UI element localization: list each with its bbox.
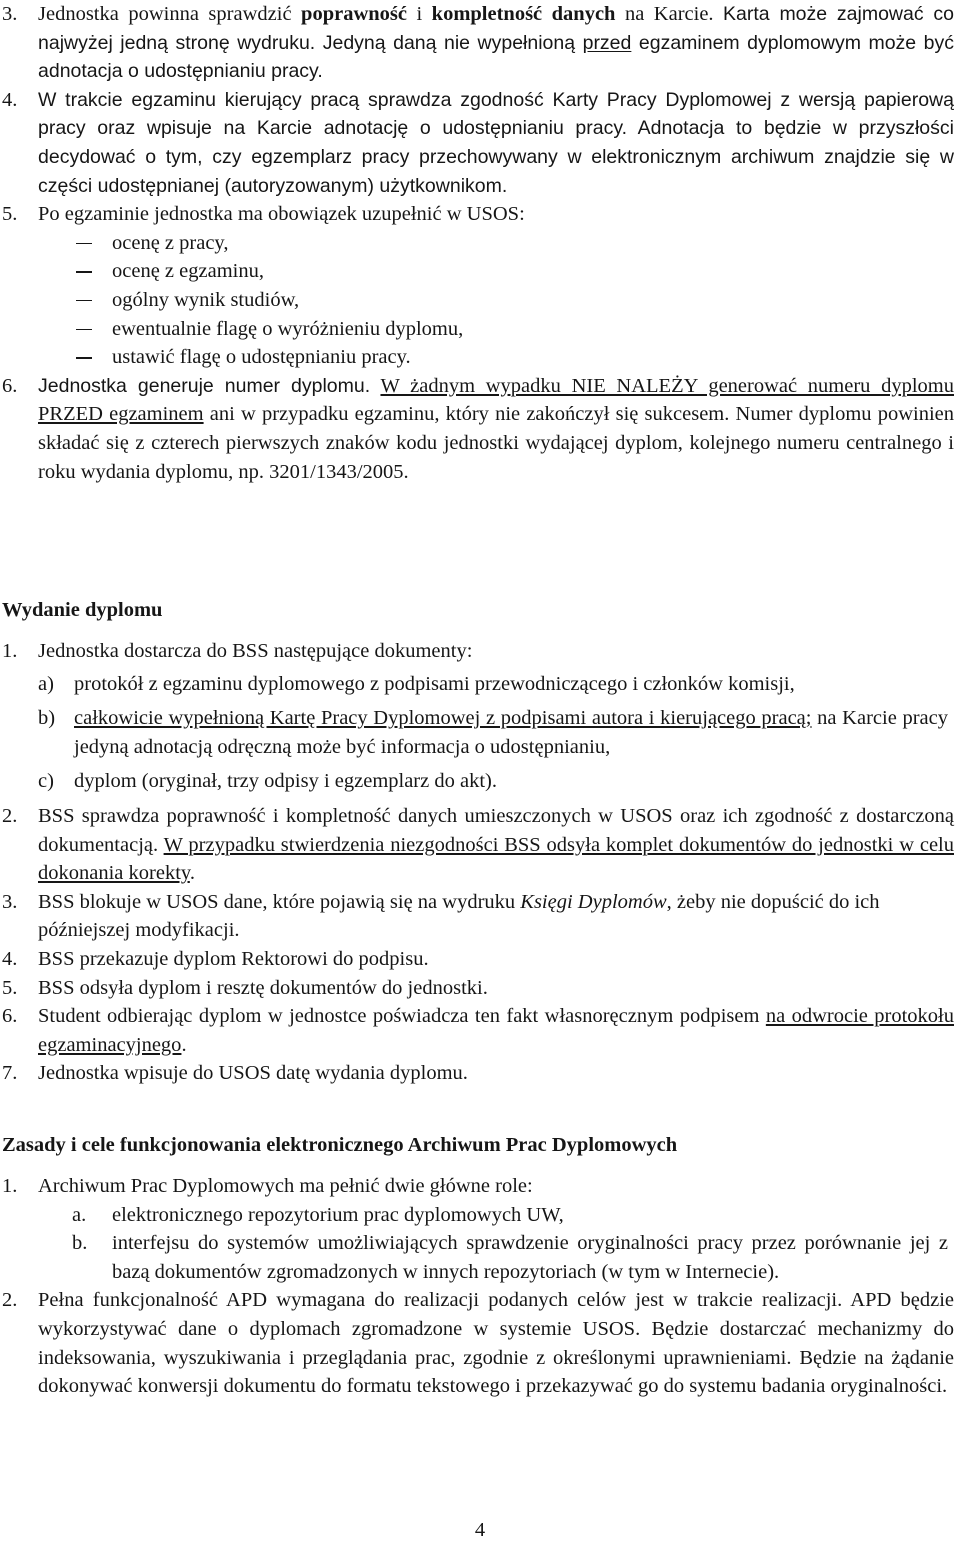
list-item-5: 5. Po egzaminie jednostka ma obowiązek uzupełnić w USOS: [0, 200, 960, 229]
sub-item-a: a. elektronicznego repozytorium prac dyplomowych UW, [72, 1203, 564, 1226]
list-item-2: 2. BSS sprawdza poprawność i kompletność danych umieszczonych w USOS oraz ich zgodność z dostarczoną dokumentacją. W przypadku stwierdzenia niezgodności BSS odsyła komplet dokumentów do jednostki w celu dokonania korekty. [0, 802, 960, 888]
item-number: 1. [2, 1175, 18, 1197]
item-number: 4. [2, 88, 18, 111]
item-number: 6. [2, 374, 18, 397]
item-number: 6. [2, 1005, 18, 1028]
item-number: 7. [2, 1062, 18, 1085]
sub-item-b: b) całkowicie wypełnioną Kartę Pracy Dyplomowej z podpisami autora i kierującego pracą; na Karcie pracy jedyną adnotacją odręczną może być informacja o udostępnianiu, [38, 707, 948, 758]
list-item-3: 3. BSS blokuje w USOS dane, które pojawią się na wydruku Księgi Dyplomów, żeby nie dopuścić do ich późniejszej modyfikacji. [0, 888, 960, 945]
sub-item-b: b. interfejsu do systemów umożliwiających sprawdzenie oryginalności pracy przez porównanie jej z bazą dokumentów zgromadzonych w innych repozytoriach (w tym w Internecie). [72, 1232, 948, 1283]
item-number: 2. [2, 1289, 18, 1312]
list-item-4: 4. BSS przekazuje dyplom Rektorowi do podpisu. [0, 945, 960, 974]
item-number: 5. [2, 203, 18, 226]
item-number: 3. [2, 3, 18, 25]
item-number: 1. [2, 640, 18, 662]
list-item-2: 2. Pełna funkcjonalność APD wymagana do realizacji podanych celów jest w trakcie realizacji. APD będzie wykorzystywać dane o dyplomach zgromadzone w systemie USOS. Będzie dostarczać mechanizmy do indeksowania, wyszukiwania i przeglądania prac, zgodnie z określonymi uprawnieniami. Będzie na żądanie dokonywać konwersji dokumentu do formatu tekstowego i przekazywać go do systemu badania oryginalności. [0, 1286, 960, 1400]
list-item-5: 5. BSS odsyła dyplom i resztę dokumentów do jednostki. [0, 974, 960, 1003]
list-item-1: 1. Jednostka dostarcza do BSS następujące dokumenty: [0, 637, 960, 666]
archive-list [0, 1172, 960, 1401]
list-item: ewentualnie flagę o wyróżnieniu dyplomu, [0, 315, 960, 344]
item-number: 4. [2, 947, 18, 970]
list-item: ocenę z pracy, [0, 229, 960, 258]
item-number: 5. [2, 976, 18, 999]
item-number: 3. [2, 890, 18, 913]
page-number: 4 [474, 1519, 486, 1541]
diploma-issue-list [0, 637, 960, 1088]
list-item-3: 3. Jednostka powinna sprawdzić poprawność i kompletność danych na Karcie. Karta może zajmować co najwyżej jedną stronę wydruku. Jedyną daną nie wypełnioną przed egzaminem dyplomowym może być adnotacja o udostępnianiu pracy. [0, 0, 960, 86]
list-item-6: 6. Student odbierając dyplom w jednostce poświadcza ten fakt własnoręcznym podpisem na odwrocie protokołu egzaminacyjnego. [0, 1002, 960, 1059]
list-item-1: 1. Archiwum Prac Dyplomowych ma pełnić dwie główne role: [0, 1172, 960, 1201]
item-number: 2. [2, 804, 18, 827]
list-item-7: 7. Jednostka wpisuje do USOS datę wydania dyplomu. [0, 1059, 960, 1088]
heading-archiwum: Zasady i cele funkcjonowania elektronicznego Archiwum Prac Dyplomowych [2, 1134, 678, 1156]
list-item-4: 4. W trakcie egzaminu kierujący pracą sprawdza zgodność Karty Pracy Dyplomowej z wersją papierową pracy oraz wpisuje na Karcie adnotację o udostępnianiu pracy. Adnotacja to będzie w przyszłości decydować o tym, czy egzemplarz pracy przechowywany w elektronicznym archiwum znajdzie się w części udostępnianej (autoryzowanym) użytkownikom. [0, 86, 960, 200]
list-item: ogólny wynik studiów, [0, 286, 960, 315]
procedure-list-top [0, 0, 960, 486]
list-item: ocenę z egzaminu, [0, 257, 960, 286]
list-item: ustawić flagę o udostępnianiu pracy. [0, 343, 960, 372]
usos-fields-list [0, 229, 960, 372]
list-item-6: 6. Jednostka generuje numer dyplomu. W żadnym wypadku NIE NALEŻY generować numeru dyplomu PRZED egzaminem ani w przypadku egzaminu, który nie zakończył się sukcesem. Numer dyplomu powinien składać się z czterech pierwszych znaków kodu jednostki wydającej dyplom, kolejnego numeru centralnego i roku wydania dyplomu, np. 3201/1343/2005. [0, 372, 960, 486]
heading-wydanie-dyplomu: Wydanie dyplomu [2, 599, 163, 621]
sub-item-a: a) protokół z egzaminu dyplomowego z podpisami przewodniczącego i członków komisji, [38, 672, 795, 695]
sub-item-c: c) dyplom (oryginał, trzy odpisy i egzemplarz do akt). [38, 770, 497, 793]
